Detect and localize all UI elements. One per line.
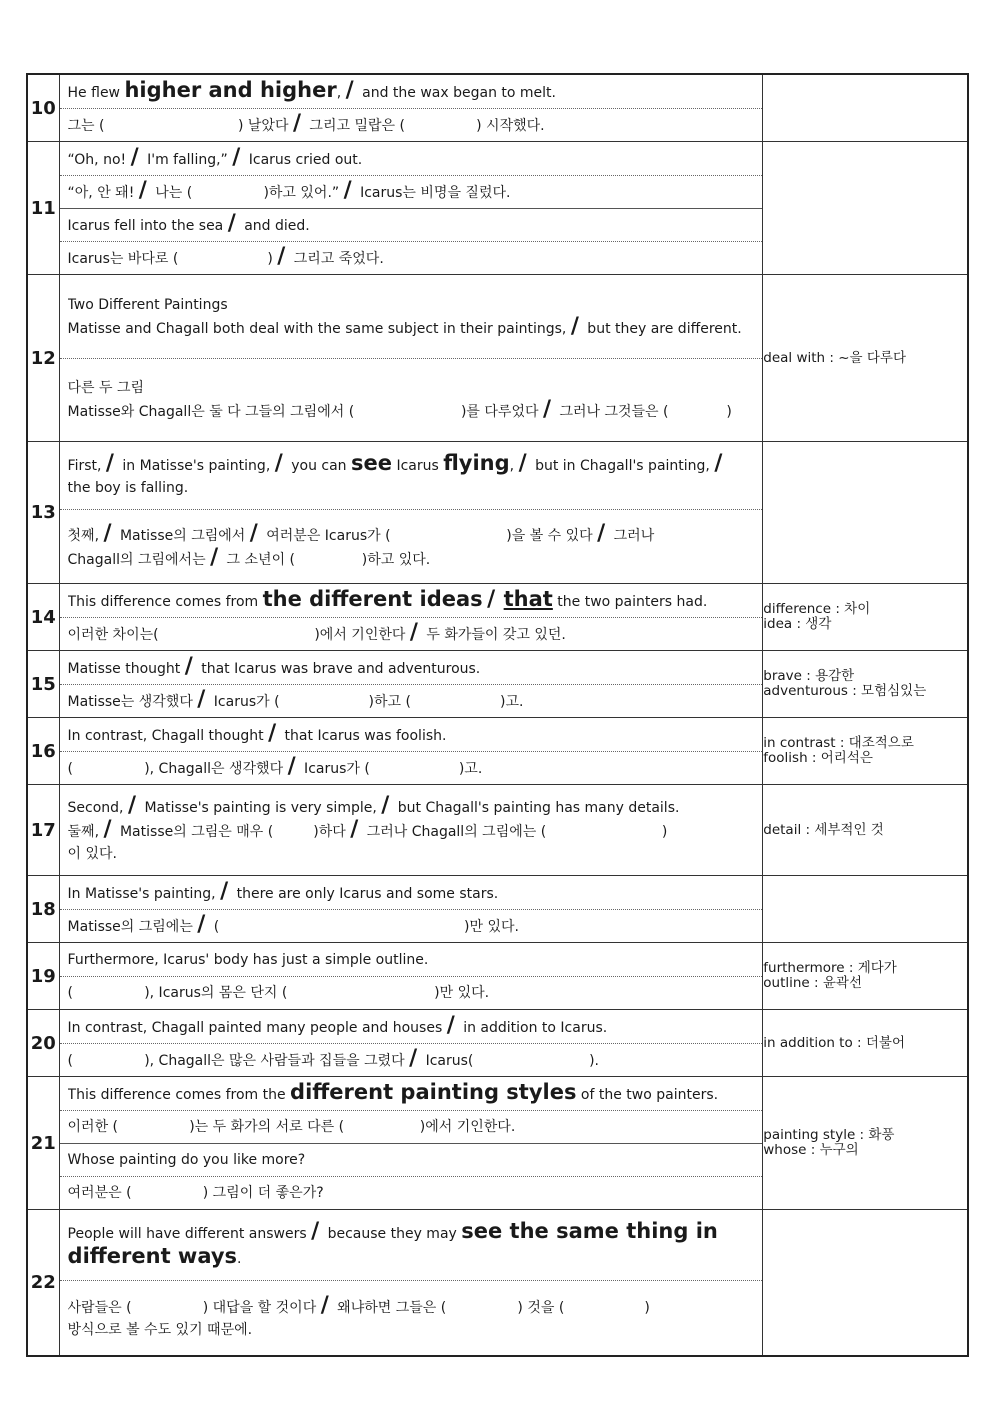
text-line [68,1319,755,1341]
sentence-cell [59,74,763,142]
korean-line [60,684,763,717]
english-line [60,1210,763,1280]
sentence-row [27,142,968,275]
korean-line [60,108,763,141]
sentence-row [27,275,968,442]
slash-divider: / [343,180,352,203]
text-segment: Matisse thought [67,660,185,677]
korean-line [60,1280,763,1355]
text-segment: the boy is falling. [67,480,189,496]
text-line [68,881,755,905]
text-segment: 그러나 Chagall의 그림에는 ( ) [362,824,668,840]
text-segment: Matisse는 생각했다 [67,694,198,710]
english-line [60,876,763,909]
text-segment: First, [67,458,106,474]
slash-divider: / [311,1220,320,1244]
vocab-note-cell [763,718,968,785]
slash-divider: / [268,722,277,746]
sentence-row [27,442,968,584]
text-segment: 두 화가들이 갖고 있던. [421,627,566,643]
sentence-row [27,1010,968,1077]
english-line [60,785,763,875]
sentence-row [27,876,968,943]
sentence-row [27,74,968,142]
korean-line [60,175,763,208]
vocab-note: deal with : ~을 다루다 [763,349,906,366]
text-line [68,180,755,204]
text-segment: ( ), Chagall은 생각했다 [67,761,288,777]
sentence-number: 21 [27,1077,59,1210]
english-line [60,1143,763,1176]
slash-divider: / [138,180,147,203]
text-line [68,477,755,499]
sentence-number: 16 [27,718,59,785]
english-line [60,442,763,509]
text-line [68,1116,755,1138]
text-segment: “Oh, no! [67,151,131,168]
vocab-note: detail : 세부적인 것 [763,821,884,838]
english-line [60,1077,763,1110]
text-line [68,982,755,1004]
slash-divider: / [127,795,137,818]
text-segment: This difference comes from [67,594,263,610]
english-line [60,142,763,175]
text-segment: 이 있다. [67,846,118,862]
text-segment: Icarus fell into the sea [67,218,228,234]
slash-divider: / [249,522,258,546]
sentence-row [27,1077,968,1210]
sentence-number: 11 [27,142,59,275]
slash-divider: / [103,522,112,546]
vocab-note: outline : 윤곽선 [763,975,862,991]
slash-divider: / [350,819,359,842]
emphasis-text: the different ideas [262,588,483,611]
text-segment: and the wax began to melt. [357,85,556,101]
vocab-note-cell [763,442,968,584]
vocab-note: painting style : 화풍 [763,1127,895,1143]
slash-divider: / [542,399,552,422]
text-segment: Matisse's painting is very simple, [140,800,382,816]
text-segment: 그리고 밀랍은 ( ) 시작했다. [304,118,545,134]
sentence-cell [59,1077,763,1210]
slash-divider: / [597,522,606,546]
emphasis-text: see [351,452,392,475]
emphasis-text: flying [443,452,510,475]
text-segment: 첫째, [67,527,104,544]
emphasis-text: that [503,588,553,611]
text-segment: that Icarus was brave and adventurous. [196,660,481,677]
text-line [68,294,755,316]
text-segment: “아, 안 돼! [67,185,139,201]
sentence-cell [59,651,763,718]
slash-divider: / [487,588,496,612]
sentence-cell [59,442,763,584]
text-segment: ( )만 있다. [209,919,519,935]
worksheet-table [26,73,969,1357]
slash-divider: / [292,113,301,136]
slash-divider: / [277,246,286,269]
text-segment: Matisse의 그림에서 [115,527,250,544]
text-line [68,246,755,270]
text-segment: 그리고 죽었다. [289,251,384,267]
text-segment: Two Different Paintings [67,296,228,313]
text-segment: Icarus가 ( )하고 ( )고. [209,694,524,710]
text-segment: Whose painting do you like more? [67,1152,306,1168]
vocab-note-cell [763,74,968,142]
text-segment: Matisse의 그림은 매우 ( )하다 [115,824,351,840]
text-segment: 이러한 차이는( )에서 기인한다 [67,627,410,643]
text-segment: In Matisse's painting, [67,885,221,902]
sentence-cell [59,1010,763,1077]
korean-line [60,1043,763,1076]
text-segment: but in Chagall's painting, [530,458,715,474]
text-segment: Icarus [392,458,444,474]
sentence-cell [59,785,763,876]
sentence-number: 19 [27,943,59,1010]
sentence-cell [59,142,763,275]
text-line [68,1081,755,1106]
sentence-row [27,584,968,651]
english-line [60,718,763,751]
text-segment: , [336,85,346,101]
text-segment: Icarus가 ( )고. [299,761,483,777]
text-line [68,1295,755,1319]
vocab-note-cell [763,1210,968,1357]
text-segment: In contrast, Chagall painted many people and houses [67,1019,447,1036]
text-segment: 방식으로 볼 수도 있기 때문에. [67,1322,253,1338]
slash-divider: / [714,452,723,476]
sentence-row [27,1210,968,1357]
text-segment: 그러나 [609,527,655,544]
sentence-number: 17 [27,785,59,876]
text-segment: that Icarus was foolish. [280,727,447,744]
text-segment: 여러분은 ( ) 그림이 더 좋은가? [67,1185,324,1201]
sentence-cell [59,275,763,442]
slash-divider: / [381,795,390,818]
text-segment: 왜냐하면 그들은 ( ) 것을 ( ) [332,1300,650,1316]
text-segment: there are only Icarus and some stars. [232,885,499,902]
sentence-cell [59,943,763,1010]
sentence-cell [59,584,763,651]
korean-line [60,509,763,583]
sentence-number: 15 [27,651,59,718]
sentence-row [27,943,968,1010]
text-segment: He flew [67,85,125,101]
text-line [68,113,755,137]
text-line [68,819,755,843]
vocab-note: in addition to : 더불어 [763,1034,905,1051]
slash-divider: / [197,689,206,712]
vocab-note: brave : 용감한 [763,668,855,684]
text-segment: People will have different answers [67,1226,312,1242]
text-segment: 그러나 그것들은 ( ) [555,404,732,420]
text-line [68,1182,755,1204]
text-segment: Chagall의 그림에서는 [67,551,211,568]
text-line [68,588,755,613]
text-line [68,949,755,971]
text-segment: in Matisse's painting, [117,458,275,474]
text-segment: 그 소년이 ( )하고 있다. [222,551,431,568]
text-line [68,547,755,571]
vocab-note-cell [763,275,968,442]
slash-divider: / [130,146,139,170]
slash-divider: / [409,622,418,645]
text-segment: 이러한 ( )는 두 화가의 서로 다른 ( )에서 기인한다. [67,1119,516,1135]
sentence-number: 12 [27,275,59,442]
text-line [68,523,755,547]
sentence-number: 10 [27,74,59,142]
text-line [68,213,755,237]
vocab-note-cell [763,876,968,943]
english-line [60,943,763,976]
text-segment: 둘째, [67,824,104,840]
vocab-note-cell [763,785,968,876]
text-line [68,79,755,104]
text-segment: Second, [67,800,128,816]
korean-line [60,241,763,274]
vocab-note: adventurous : 모험심있는 [763,683,927,699]
text-segment: of the two painters. [576,1087,719,1103]
slash-divider: / [518,452,527,476]
text-segment: Matisse의 그림에는 [67,919,198,935]
sentence-cell [59,1210,763,1357]
vocab-note-cell [763,142,968,275]
slash-divider: / [220,880,229,904]
text-line [68,756,755,780]
text-line [68,723,755,747]
english-line [60,1010,763,1043]
korean-line [60,909,763,942]
text-line [68,452,755,477]
korean-line [60,751,763,784]
slash-divider: / [105,452,114,476]
text-segment: Icarus cried out. [244,151,363,168]
emphasis-text: different ways [67,1245,238,1268]
sentence-number: 18 [27,876,59,943]
text-line [68,914,755,938]
emphasis-text: different painting styles [290,1081,577,1104]
text-segment: ( ), Chagall은 많은 사람들과 집들을 그렸다 [67,1053,410,1069]
vocab-note: in contrast : 대조적으로 [763,735,914,751]
english-line [60,208,763,241]
vocab-note-cell [763,584,968,651]
text-line [68,1048,755,1072]
vocab-note-cell [763,651,968,718]
text-line [68,843,755,865]
text-segment: In contrast, Chagall thought [67,727,269,744]
text-segment: 다른 두 그림 [67,380,145,396]
text-segment: Matisse와 Chagall은 둘 다 그들의 그림에서 ( )를 다루었다 [67,404,543,420]
text-segment: . [237,1251,242,1267]
text-line [68,1015,755,1039]
text-segment: 사람들은 ( ) 대답을 할 것이다 [67,1300,321,1316]
sentence-number: 13 [27,442,59,584]
slash-divider: / [345,79,354,103]
text-line [68,1149,755,1171]
slash-divider: / [184,655,193,679]
text-segment: This difference comes from the [67,1087,291,1103]
text-line [68,377,755,399]
vocab-note: foolish : 어리석은 [763,750,873,766]
text-line [68,316,755,340]
text-line [68,399,755,423]
sentence-number: 22 [27,1210,59,1357]
text-segment: 여러분은 Icarus가 ( )을 볼 수 있다 [261,527,598,544]
english-line [60,651,763,684]
text-segment: Matisse and Chagall both deal with the same subject in their paintings, [67,320,571,337]
text-segment: ( ), Icarus의 몸은 단지 ( )만 있다. [67,985,490,1001]
vocab-note: furthermore : 게다가 [763,960,897,976]
text-segment: in addition to Icarus. [458,1019,608,1036]
vocab-note: whose : 누구의 [763,1142,859,1158]
text-line [68,689,755,713]
text-segment: Icarus는 비명을 질렀다. [355,185,511,201]
text-segment: Icarus( ). [421,1053,599,1069]
sentence-row [27,785,968,876]
sentence-number: 14 [27,584,59,651]
vocab-note: difference : 차이 [763,601,871,617]
text-segment: I'm falling,” [142,151,233,168]
korean-line [60,976,763,1009]
sentence-number: 20 [27,1010,59,1077]
sentence-row [27,718,968,785]
vocab-note-cell [763,943,968,1010]
slash-divider: / [210,546,219,570]
emphasis-text: higher and higher [124,79,337,102]
slash-divider: / [409,1048,418,1071]
text-line [68,1245,755,1270]
slash-divider: / [570,315,579,339]
text-segment: 그는 ( ) 날았다 [67,118,293,134]
sentence-cell [59,718,763,785]
english-line [60,75,763,108]
slash-divider: / [274,452,283,476]
sentence-cell [59,876,763,943]
text-segment: , [509,458,519,474]
text-segment: and died. [239,218,310,234]
slash-divider: / [197,914,206,937]
text-segment: Furthermore, Icarus' body has just a simple outline. [67,951,429,968]
emphasis-text: see the same thing in [461,1220,718,1243]
text-segment: but they are different. [582,320,742,337]
slash-divider: / [320,1295,329,1318]
korean-line [60,1110,763,1143]
slash-divider: / [103,819,112,842]
text-segment: but Chagall's painting has many details. [393,800,680,816]
korean-line [60,617,763,650]
text-segment: the two painters had. [552,594,708,610]
vocab-note: idea : 생각 [763,616,832,632]
english-line [60,275,763,358]
text-line [68,622,755,646]
vocab-note-cell [763,1077,968,1210]
text-segment: Icarus는 바다로 ( ) [67,251,278,267]
korean-line [60,1176,763,1209]
text-segment: you can [286,458,351,474]
text-line [68,656,755,680]
slash-divider: / [227,213,236,236]
text-line [68,1220,755,1245]
english-line [60,584,763,617]
slash-divider: / [287,756,296,779]
sentence-row [27,651,968,718]
text-segment: 나는 ( )하고 있어.” [150,185,344,201]
text-line [68,795,755,819]
korean-line [60,358,763,441]
text-line [68,147,755,171]
text-segment: because they may [323,1226,462,1242]
slash-divider: / [232,146,241,170]
vocab-note-cell [763,1010,968,1077]
slash-divider: / [446,1014,455,1038]
